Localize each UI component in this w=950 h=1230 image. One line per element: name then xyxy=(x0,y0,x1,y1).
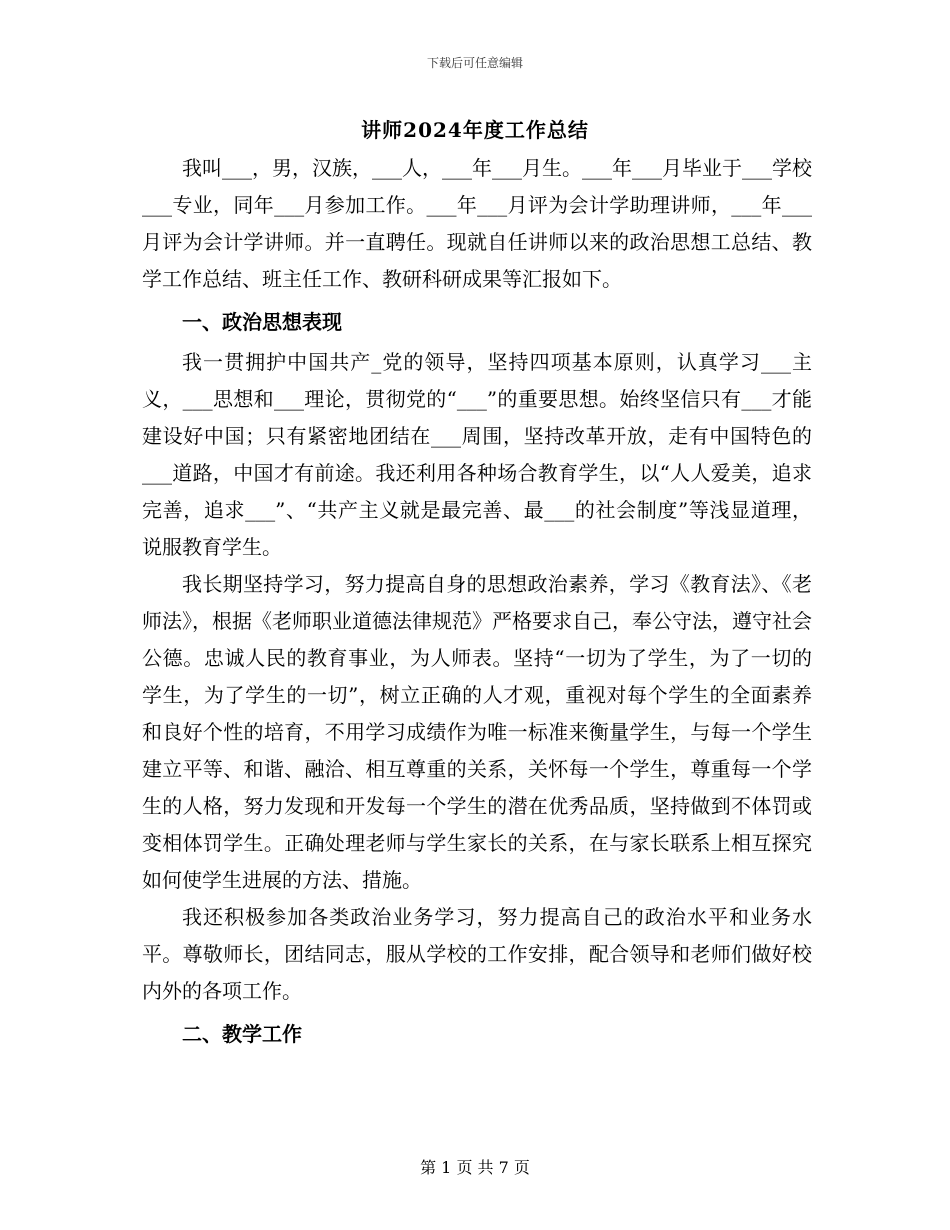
section-heading-teaching: 二、教学工作 xyxy=(182,1022,302,1046)
politics-paragraph-1: 我一贯拥护中国共产_党的领导，坚持四项基本原则，认真学习___主义，___思想和___理论，贯彻党的“___”的重要思想。始终坚信只有___才能建设好中国；只有紧密地团结在___周围，坚持改革开放，走有中国特色的___道路，中国才有前途。我还利用各种场合教育学生，以“人人爱美，追求完善，追求___”、“共产主义就是最完善、最___的社会制度”等浅显道理，说服教育学生。 xyxy=(142,350,812,559)
intro-paragraph: 我叫___，男，汉族，___人，___年___月生。___年___月毕业于___学校___专业，同年___月参加工作。___年___月评为会计学助理讲师，___年___月评为会计学讲师。并一直聘任。现就自任讲师以来的政治思想工总结、教学工作总结、班主任工作、教研科研成果等汇报如下。 xyxy=(142,156,812,291)
page-footer: 第 1 页 共 7 页 xyxy=(420,1158,530,1177)
politics-paragraph-2: 我长期坚持学习，努力提高自身的思想政治素养，学习《教育法》、《老师法》，根据《老师职业道德法律规范》严格要求自己，奉公守法，遵守社会公德。忠诚人民的教育事业，为人师表。坚持“一切为了学生，为了一切的学生，为了学生的一切”，树立正确的人才观，重视对每个学生的全面素养和良好个性的培育，不用学习成绩作为唯一标准来衡量学生，与每一个学生建立平等、和谐、融洽、相互尊重的关系，关怀每一个学生，尊重每一个学生的人格，努力发现和开发每一个学生的潜在优秀品质，坚持做到不体罚或变相体罚学生。正确处理老师与学生家长的关系，在与家长联系上相互探究如何使学生进展的方法、措施。 xyxy=(142,572,812,892)
header-note: 下载后可任意编辑 xyxy=(426,56,523,70)
document-title: 讲师2024年度工作总结 xyxy=(361,118,589,142)
politics-paragraph-3: 我还积极参加各类政治业务学习，努力提高自己的政治水平和业务水平。尊敬师长，团结同志，服从学校的工作安排，配合领导和老师们做好校内外的各项工作。 xyxy=(142,905,812,1003)
document-body xyxy=(142,150,812,1056)
section-heading-politics: 一、政治思想表现 xyxy=(182,310,342,334)
